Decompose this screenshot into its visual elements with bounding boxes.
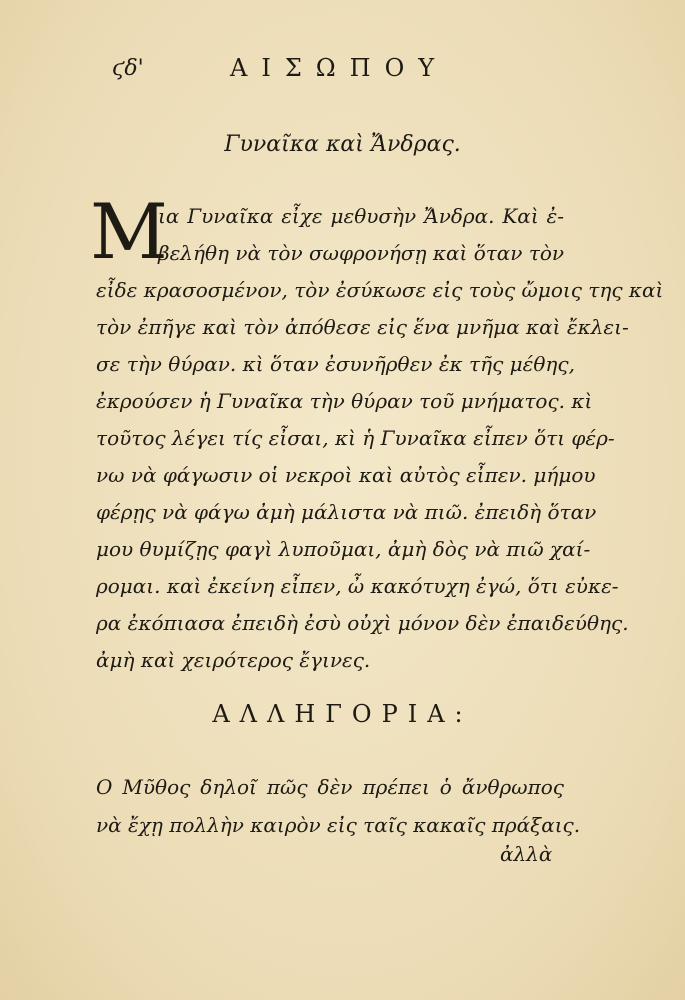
- text-line: Ο Μῦθος δηλοῖ πῶς δὲν πρέπει ὁ ἄνθρωπος: [96, 775, 564, 799]
- text-line: ια Γυναῖκα εἶχε μεθυσὴν Ἄνδρα. Καὶ ἐ-: [158, 204, 564, 228]
- fable-title: Γυναῖκα καὶ Ἄνδρας.: [224, 132, 461, 157]
- catchword: ἀλλὰ: [500, 842, 553, 866]
- text-line: ἐκρούσεν ἡ Γυναῖκα τὴν θύραν τοῦ μνήματος. κὶ: [96, 389, 593, 413]
- text-line: τὸν ἐπῆγε καὶ τὸν ἀπόθεσε εἰς ἕνα μνῆμα καὶ ἔκλει-: [96, 315, 629, 339]
- text-line: ἀμὴ καὶ χειρότερος ἔγινες.: [96, 648, 371, 672]
- text-line: φέρῃς νὰ φάγω ἀμὴ μάλιστα νὰ πιῶ. ἐπειδὴ ὅταν: [96, 500, 597, 524]
- fable-text: [90, 187, 664, 679]
- page-header: [0, 52, 685, 88]
- text-line: νὰ ἔχῃ πολλὴν καιρὸν εἰς ταῖς κακαῖς πράξαις.: [96, 813, 581, 837]
- text-line: τοῦτος λέγει τίς εἶσαι, κὶ ἡ Γυναῖκα εἶπεν ὅτι φέρ-: [96, 426, 615, 450]
- running-head: ΑΙΣΩΠΟΥ: [230, 54, 449, 82]
- moral-heading: ΑΛΛΗΓΟΡΙΑ:: [212, 700, 473, 728]
- text-line: νω νὰ φάγωσιν οἱ νεκροὶ καὶ αὐτὸς εἶπεν. μήμου: [96, 463, 596, 487]
- text-line: ρομαι. καὶ ἐκείνη εἶπεν, ὦ κακότυχη ἐγώ, ὅτι εὐκε-: [96, 574, 619, 598]
- text-line: εἶδε κρασοσμένον, τὸν ἐσύκωσε εἰς τοὺς ὤμοις της καὶ: [96, 278, 664, 302]
- text-line: ρα ἐκόπιασα ἐπειδὴ ἐσὺ οὐχὶ μόνον δὲν ἐπαιδεύθης.: [96, 611, 629, 635]
- folio-number: ϛδ': [112, 56, 144, 81]
- text-line: βελήθη νὰ τὸν σωφρονήσῃ καὶ ὅταν τὸν: [158, 241, 565, 265]
- moral-text: [96, 768, 581, 844]
- text-line: σε τὴν θύραν. κὶ ὅταν ἐσυνῆρθεν ἐκ τῆς μέθης,: [96, 352, 575, 376]
- drop-cap: Μ: [90, 187, 168, 276]
- text-line: μου θυμίζῃς φαγὶ λυποῦμαι, ἀμὴ δὸς νὰ πιῶ χαί-: [96, 537, 591, 561]
